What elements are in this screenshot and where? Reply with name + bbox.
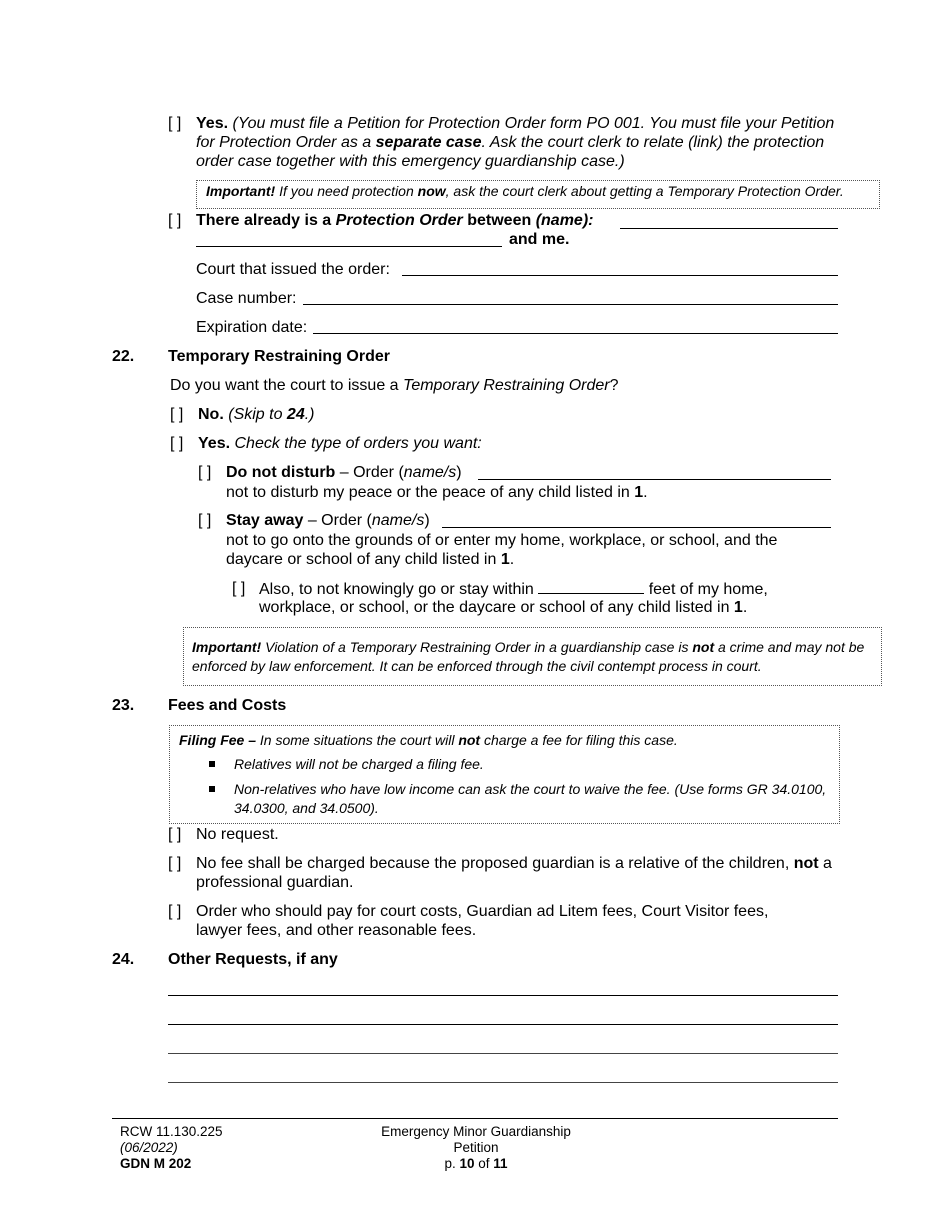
stay-away-order [226, 511, 430, 530]
also-text-c: workplace, or school, or the daycare or school of any child listed in [259, 599, 734, 616]
no-fee-checkbox[interactable]: [ ] [168, 855, 182, 872]
distance-feet-field[interactable] [538, 579, 644, 594]
order-pay-text: Order who should pay for court costs, Guardian ad Litem fees, Court Visitor fees, lawyer fees, and other reasonable fees. [196, 903, 769, 939]
footer-rcw: RCW 11.130.225 [120, 1124, 223, 1139]
no-request-text: No request. [196, 826, 279, 843]
important-label: Important! [206, 183, 276, 199]
fee-bold: not [458, 732, 481, 748]
section-23-title: Fees and Costs [168, 697, 287, 714]
tro-no-option [198, 405, 315, 424]
bullet-icon [209, 786, 215, 792]
page-current: 10 [459, 1156, 475, 1171]
question-b: ? [609, 377, 619, 394]
also-distance-checkbox[interactable]: [ ] [232, 580, 246, 597]
footer-title-2: Petition [453, 1140, 499, 1155]
existing-text-b: between [462, 212, 536, 229]
yes-label: Yes. [198, 435, 231, 452]
dnd-text-a: not to disturb my peace or the peace of any child listed in [226, 484, 635, 501]
filing-fee-intro [179, 731, 678, 750]
tro-note-b: a crime and may not be enforced by law enforcement. It can be enforced through the civil contempt process in court. [192, 639, 865, 674]
sa-bold: 1 [500, 551, 510, 568]
do-not-disturb-checkbox[interactable]: [ ] [198, 464, 212, 481]
yes-label: Yes. [196, 115, 229, 132]
tro-no-checkbox[interactable]: [ ] [170, 406, 184, 423]
footer-divider [112, 1118, 838, 1119]
page-prefix: p. [444, 1156, 460, 1171]
note-text-b: , ask the court clerk about getting a Temporary Protection Order. [445, 183, 844, 199]
page-total: 11 [493, 1156, 508, 1171]
skip-number: 24 [286, 406, 305, 423]
filing-fee-label: Filing Fee – [179, 732, 257, 748]
no-fee-b: a professional guardian. [196, 855, 832, 891]
order-pay-checkbox[interactable]: [ ] [168, 903, 182, 920]
expiration-date-label: Expiration date: [196, 319, 308, 336]
do-not-disturb-order [226, 463, 462, 482]
tro-important-note [183, 627, 882, 686]
bullet-non-relatives: Non-relatives who have low income can ask the court to waive the fee. (Use forms GR 34.0100, 34.0300, and 34.0500). [234, 781, 827, 816]
footer-center [336, 1124, 616, 1172]
separate-case-text: separate case [375, 134, 482, 151]
expiration-date-field[interactable] [313, 333, 838, 334]
sa-text-a: not to go onto the grounds of or enter my home, workplace, or school, and the daycare or school of any child listed in [226, 532, 778, 568]
bullet-icon [209, 761, 215, 767]
no-request-checkbox[interactable]: [ ] [168, 826, 182, 843]
other-requests-line-4[interactable] [168, 1082, 838, 1083]
fee-text-a: In some situations the court will [256, 732, 459, 748]
question-a: Do you want the court to issue a [170, 377, 404, 394]
existing-order-checkbox[interactable]: [ ] [168, 212, 182, 229]
question-italic: Temporary Restraining Order [403, 377, 610, 394]
section-23-number: 23. [112, 697, 135, 714]
no-fee-text [196, 854, 836, 892]
names-italic: name/s [403, 464, 457, 481]
existing-text-a: There already is a [196, 212, 336, 229]
yes-text-a: (You must file a Petition for Protection Order form PO 001. You must file your Petition for Protection Order as a [196, 115, 835, 151]
also-bold: 1 [733, 599, 743, 616]
stay-away-text [226, 531, 826, 569]
existing-order-text [196, 211, 593, 230]
footer-left [120, 1124, 223, 1172]
order-b: ) [456, 464, 462, 481]
yes-text-b: . Ask the court clerk to relate (link) the protection order case together with this emergency guardianship case.) [196, 134, 825, 170]
skip-text-b: .) [304, 406, 315, 423]
existing-order-name-field[interactable] [620, 228, 838, 229]
yes-protection-option [196, 114, 836, 171]
tro-yes-option [198, 434, 482, 453]
stay-away-checkbox[interactable]: [ ] [198, 512, 212, 529]
do-not-disturb-label: Do not disturb [226, 464, 336, 481]
other-requests-line-1[interactable] [168, 995, 838, 996]
other-requests-line-2[interactable] [168, 1024, 838, 1025]
order-a: – Order ( [335, 464, 404, 481]
protection-order-italic: Protection Order [335, 212, 463, 229]
names-italic: name/s [371, 512, 425, 529]
sa-text-b: . [509, 551, 515, 568]
also-text-a: Also, to not knowingly go or stay within [259, 581, 539, 598]
also-text-d: . [742, 599, 748, 616]
tro-note-bold: not [692, 639, 715, 655]
tro-note-a: Violation of a Temporary Restraining Order in a guardianship case is [261, 639, 693, 655]
section-24-number: 24. [112, 951, 135, 968]
also-text-b: feet of my home, [644, 581, 768, 598]
no-fee-bold: not [793, 855, 819, 872]
also-distance-text [259, 579, 768, 599]
court-issued-label: Court that issued the order: [196, 261, 390, 278]
yes-instruction: Check the type of orders you want: [234, 435, 482, 452]
section-24-title: Other Requests, if any [168, 951, 338, 968]
bullet-relatives: Relatives will not be charged a filing fee. [234, 756, 484, 772]
dnd-bold: 1 [634, 484, 644, 501]
fee-text-b: charge a fee for filing this case. [480, 732, 678, 748]
page-number [336, 1156, 616, 1172]
note-bold: now [417, 183, 446, 199]
no-fee-a: No fee shall be charged because the proposed guardian is a relative of the children, [196, 855, 794, 872]
do-not-disturb-text [226, 483, 648, 502]
tro-question [170, 376, 619, 395]
case-number-field[interactable] [303, 304, 838, 305]
note-text-a: If you need protection [275, 183, 418, 199]
important-label: Important! [192, 639, 262, 655]
section-22-title: Temporary Restraining Order [168, 348, 390, 365]
section-22-number: 22. [112, 348, 135, 365]
filing-fee-note [169, 725, 840, 824]
also-distance-text-2 [259, 598, 747, 617]
stay-away-label: Stay away [226, 512, 304, 529]
footer-date: (06/2022) [120, 1140, 178, 1155]
case-number-label: Case number: [196, 290, 297, 307]
name-label: (name): [535, 212, 594, 229]
skip-text-a: (Skip to [228, 406, 287, 423]
tro-yes-checkbox[interactable]: [ ] [170, 435, 184, 452]
page-of: of [474, 1156, 494, 1171]
existing-order-name-field-2[interactable] [196, 246, 502, 247]
court-issued-field[interactable] [402, 275, 838, 276]
order-a: – Order ( [303, 512, 372, 529]
yes-protection-checkbox[interactable]: [ ] [168, 115, 182, 132]
do-not-disturb-names-field[interactable] [478, 479, 831, 480]
footer-title-1: Emergency Minor Guardianship [381, 1124, 571, 1139]
other-requests-line-3[interactable] [168, 1053, 838, 1054]
no-label: No. [198, 406, 224, 423]
footer-form-number: GDN M 202 [120, 1156, 192, 1171]
stay-away-names-field[interactable] [442, 527, 831, 528]
dnd-text-b: . [643, 484, 648, 501]
important-protection-note [196, 180, 880, 209]
order-b: ) [424, 512, 430, 529]
and-me-text: and me. [509, 231, 570, 248]
